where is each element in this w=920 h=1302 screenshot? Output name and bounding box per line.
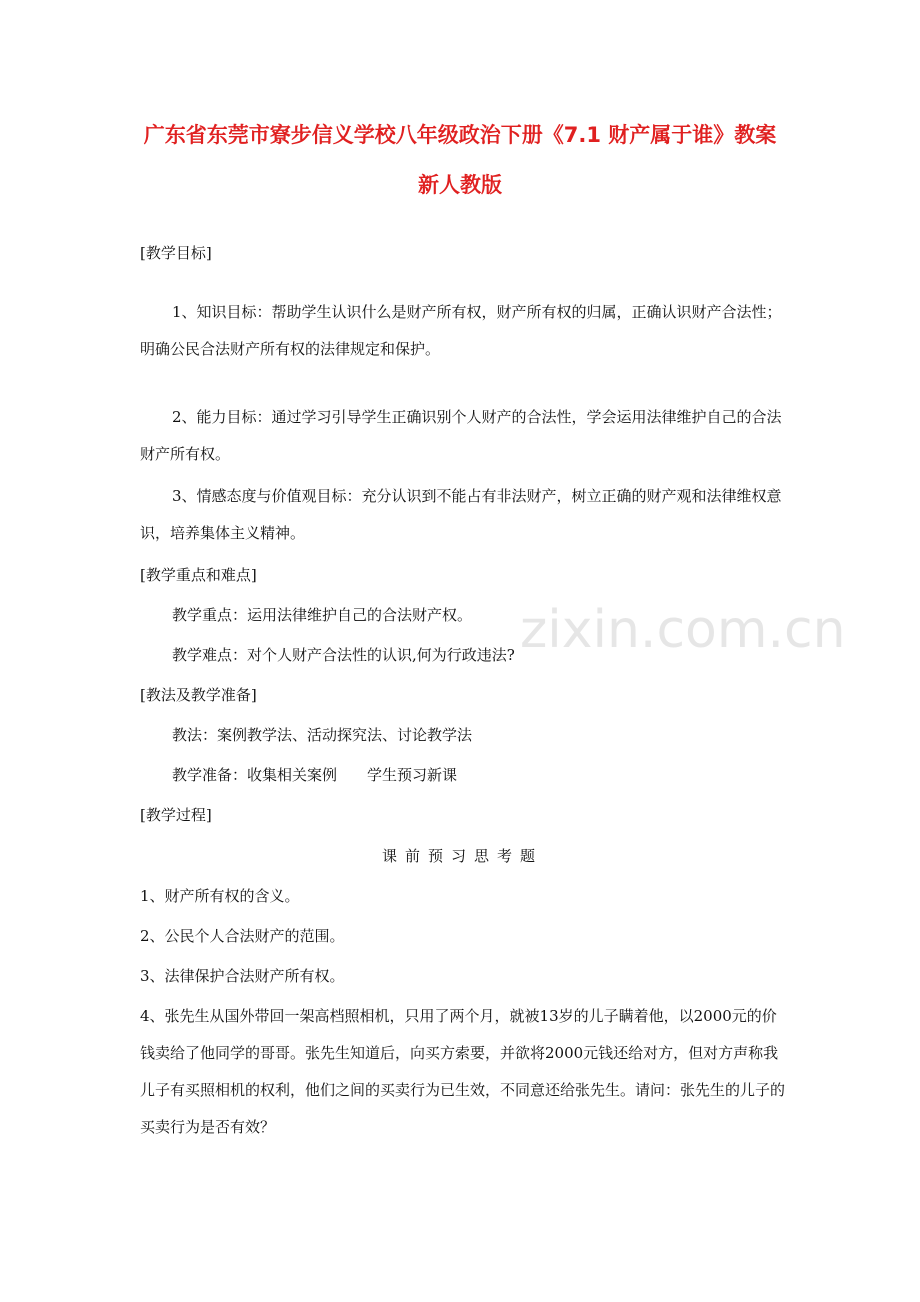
objective-emotion: 3、情感态度与价值观目标：充分认识到不能占有非法财产，树立正确的财产观和法律维权意识，培养集体主义精神。 [140,487,782,542]
teaching-methods: 教法：案例教学法、活动探究法、讨论教学法 [172,726,473,744]
objective-knowledge: 1、知识目标：帮助学生认识什么是财产所有权，财产所有权的归属，正确认识财产合法性；明确公民合法财产所有权的法律规定和保护。 [140,303,782,358]
objectives-heading: [教学目标] [140,244,212,262]
question-3: 3、法律保护合法财产所有权。 [140,967,345,985]
difficult-point: 教学难点：对个人财产合法性的认识,何为行政违法? [172,646,515,664]
question-1: 1、财产所有权的含义。 [140,887,300,905]
document-title-line2: 新人教版 [418,173,502,197]
process-heading: [教学过程] [140,806,212,824]
watermark: zixin.com.cn [520,600,846,660]
methods-heading: [教法及教学准备] [140,686,257,704]
key-difficult-heading: [教学重点和难点] [140,566,257,584]
question-4: 4、张先生从国外带回一架高档照相机，只用了两个月，就被13岁的儿子瞒着他，以2000元的价钱卖给了他同学的哥哥。张先生知道后，向买方索要，并欲将2000元钱还给对方，但对方声称我儿子有买照相机的权利，他们之间的买卖行为已生效，不同意还给张先生。请问：张先生的儿子的买卖行为是否有效？ [140,1007,786,1136]
objective-ability: 2、能力目标：通过学习引导学生正确识别个人财产的合法性，学会运用法律维护自己的合法财产所有权。 [140,408,782,463]
preview-questions-title: 课前预习思考题 [381,847,543,865]
key-point: 教学重点：运用法律维护自己的合法财产权。 [172,606,473,624]
question-2: 2、公民个人合法财产的范围。 [140,927,345,945]
teaching-preparation: 教学准备：收集相关案例 学生预习新课 [172,766,458,784]
document-title-line1: 广东省东莞市寮步信义学校八年级政治下册《7.1 财产属于谁》教案 [143,123,777,147]
